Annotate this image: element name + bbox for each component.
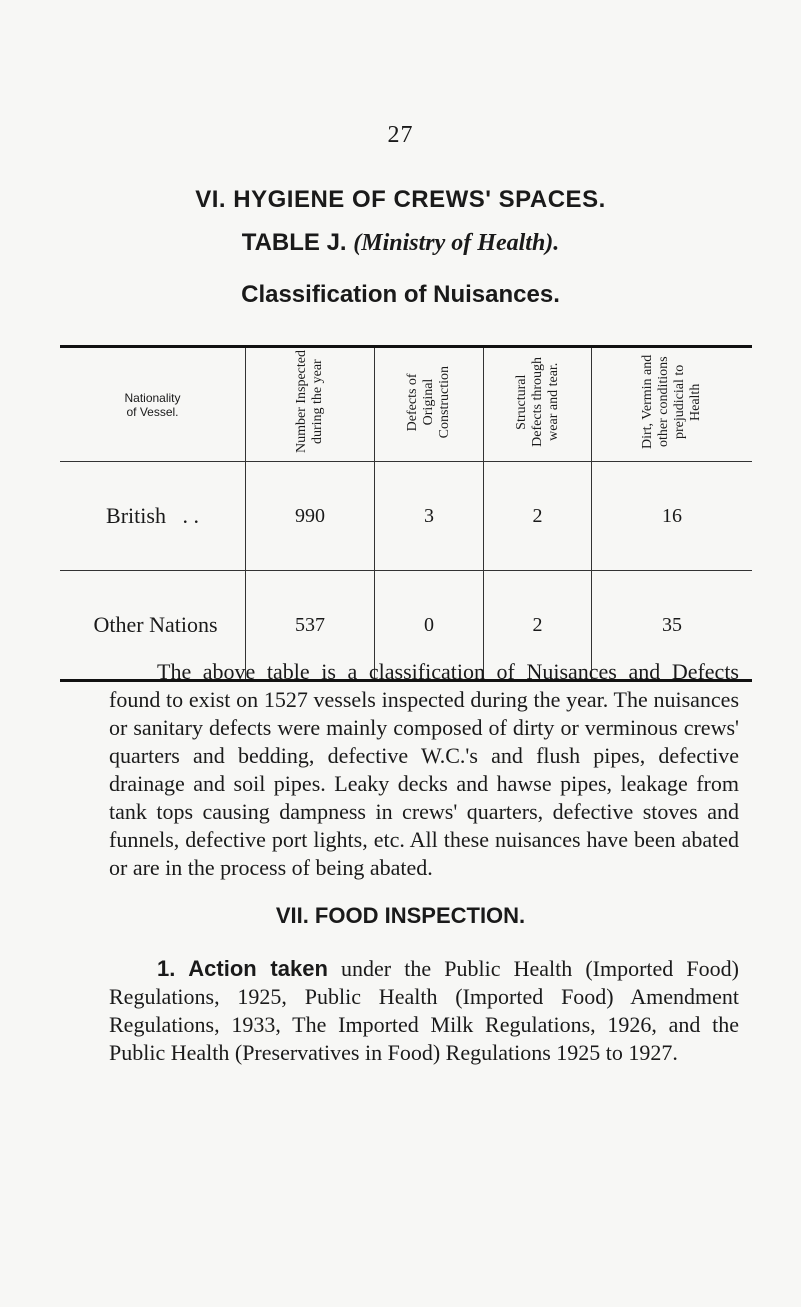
table-row bbox=[60, 462, 752, 571]
cell-original: 3 bbox=[375, 462, 484, 571]
food-section-title: VII. FOOD INSPECTION. bbox=[275, 903, 526, 928]
header-nationality-label: Nationality of Vessel. bbox=[124, 390, 181, 419]
page-number: 27 bbox=[387, 122, 414, 148]
table-header-row bbox=[60, 347, 752, 462]
header-dirt bbox=[592, 347, 753, 462]
paragraph-classification: The above table is a classification of Nuisances and Defects found to exist on 1527 vessels inspected during the year. The nuisances or sanitary defects were mainly composed of dirty or verminous crews' quarters and bedding, defective W.C.'s and flush pipes, defective drainage and soil pipes. Leaky decks and hawse pipes, leakage from tank tops causing dampness in crews' quarters, defective stoves and funnels, defective port lights, etc. All these nuisances have been abated or are in the process of being abated. bbox=[109, 659, 739, 880]
section-title: VI. HYGIENE OF CREWS' SPACES. bbox=[195, 186, 606, 213]
table-title bbox=[0, 229, 801, 257]
header-original bbox=[375, 347, 484, 462]
header-dirt-label: Dirt, Vermin and other conditions prejudicial to Health bbox=[640, 354, 703, 450]
cell-dirt: 35 bbox=[662, 613, 682, 636]
header-nationality bbox=[60, 347, 246, 462]
paragraph-action-taken bbox=[109, 955, 739, 1067]
table-title-source: (Ministry of Health). bbox=[353, 230, 560, 256]
header-inspected-label: Number Inspected during the year bbox=[294, 350, 325, 454]
header-inspected bbox=[246, 347, 375, 462]
header-structural bbox=[484, 347, 592, 462]
cell-nationality: Other Nations bbox=[60, 571, 246, 681]
table-subtitle: Classification of Nuisances. bbox=[241, 281, 560, 308]
nuisances-table bbox=[60, 345, 752, 682]
cell-structural: 2 bbox=[484, 462, 592, 571]
cell-original: 0 bbox=[375, 571, 484, 681]
header-structural-label: Structural Defects through wear and tear. bbox=[513, 357, 561, 447]
header-original-label: Defects of Original Construction bbox=[405, 365, 452, 439]
cell-nationality: British . . bbox=[60, 462, 246, 571]
cell-inspected: 537 bbox=[246, 571, 375, 681]
cell-inspected: 990 bbox=[246, 462, 375, 571]
cell-structural: 2 bbox=[484, 571, 592, 681]
paragraph-rest: under the Public Health (Imported Food) Regulations, 1925, Public Health (Imported Food) Amendment Regulations, 1933, The Imported Milk Regulations, 1926, and the Public Health (Preservatives in Food) Regulations 1925 to 1927. bbox=[109, 956, 739, 1065]
table-title-prefix: TABLE J. bbox=[241, 229, 347, 256]
paragraph-lead: 1. Action taken bbox=[157, 956, 328, 981]
cell-dirt: 16 bbox=[592, 462, 753, 571]
